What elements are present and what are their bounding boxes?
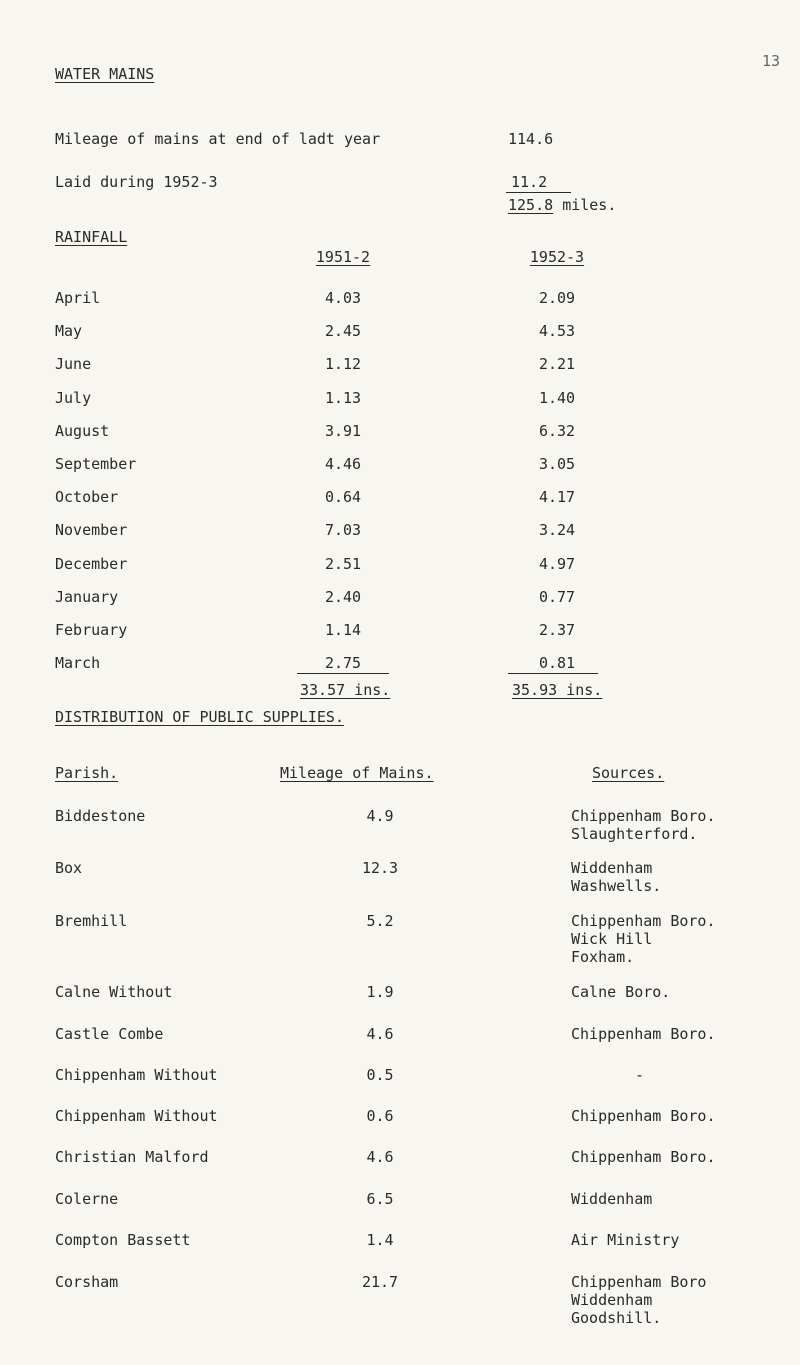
rainfall-total-1952: 35.93 ins. <box>512 681 603 699</box>
parish-name: Chippenham Without <box>55 1066 218 1084</box>
rainfall-value-1952: 4.97 <box>538 555 576 573</box>
parish-name: Bremhill <box>55 912 128 930</box>
rainfall-value-1951: 4.03 <box>324 289 362 307</box>
source-line: Chippenham Boro. <box>571 1107 716 1125</box>
rainfall-title: RAINFALL <box>55 228 128 246</box>
rainfall-month: April <box>55 289 101 307</box>
rainfall-value-1952: 2.37 <box>538 621 576 639</box>
rainfall-value-1951: 7.03 <box>324 521 362 539</box>
rainfall-value-1951: 4.46 <box>324 455 362 473</box>
parish-name: Corsham <box>55 1273 119 1291</box>
source-line: Chippenham Boro. <box>571 1025 716 1043</box>
page-number: 13 <box>762 52 781 70</box>
rainfall-value-1952: 0.77 <box>538 588 576 606</box>
source-line: Widdenham <box>571 859 653 877</box>
parish-mileage: 4.6 <box>366 1148 394 1166</box>
source-line: Chippenham Boro. <box>571 912 716 930</box>
rainfall-value-1952: 6.32 <box>538 422 576 440</box>
rainfall-month: August <box>55 422 110 440</box>
parish-sources <box>571 1107 716 1125</box>
col-parish-header: Parish. <box>55 764 119 782</box>
source-line: Calne Boro. <box>571 983 671 1001</box>
source-line: Wick Hill <box>571 930 653 948</box>
parish-name: Box <box>55 859 83 877</box>
rainfall-month: October <box>55 488 119 506</box>
page-title: WATER MAINS <box>55 65 155 83</box>
total-unit: miles. <box>562 196 617 214</box>
rainfall-total-1951: 33.57 ins. <box>300 681 391 699</box>
parish-sources <box>571 859 661 895</box>
rainfall-value-1951: 2.40 <box>324 588 362 606</box>
rainfall-month: July <box>55 389 92 407</box>
parish-name: Biddestone <box>55 807 146 825</box>
source-line: Chippenham Boro <box>571 1273 707 1291</box>
rainfall-month: March <box>55 654 101 672</box>
parish-name: Chippenham Without <box>55 1107 218 1125</box>
source-line: Air Ministry <box>571 1231 680 1249</box>
parish-sources <box>571 912 716 966</box>
col-mileage-header: Mileage of Mains. <box>280 764 434 782</box>
rainfall-month: September <box>55 455 137 473</box>
rainfall-value-1952: 3.05 <box>538 455 576 473</box>
parish-mileage: 5.2 <box>366 912 394 930</box>
rainfall-col-1951: 1951-2 <box>315 248 371 266</box>
mileage-value: 114.6 <box>508 130 554 148</box>
rainfall-rule-1 <box>297 673 389 674</box>
rainfall-value-1952: 1.40 <box>538 389 576 407</box>
source-line: Goodshill. <box>571 1309 662 1327</box>
rainfall-month: January <box>55 588 119 606</box>
parish-sources <box>571 1190 652 1208</box>
rainfall-value-1952: 3.24 <box>538 521 576 539</box>
rainfall-value-1952: 0.81 <box>538 654 576 672</box>
laid-label: Laid during 1952-3 <box>55 173 218 191</box>
source-line: Widdenham <box>571 1190 653 1208</box>
source-line: Chippenham Boro. <box>571 1148 716 1166</box>
parish-sources <box>571 1148 716 1166</box>
parish-mileage: 4.6 <box>366 1025 394 1043</box>
col-sources-header: Sources. <box>592 764 665 782</box>
parish-sources <box>571 983 670 1001</box>
rainfall-month: June <box>55 355 92 373</box>
rainfall-value-1952: 4.17 <box>538 488 576 506</box>
distribution-title: DISTRIBUTION OF PUBLIC SUPPLIES. <box>55 708 344 726</box>
parish-name: Colerne <box>55 1190 119 1208</box>
rainfall-rule-2 <box>508 673 598 674</box>
parish-sources <box>571 1273 706 1327</box>
parish-name: Compton Bassett <box>55 1231 191 1249</box>
parish-sources <box>571 1231 679 1249</box>
parish-mileage: 1.4 <box>366 1231 394 1249</box>
rainfall-value-1951: 2.51 <box>324 555 362 573</box>
source-line: Washwells. <box>571 877 662 895</box>
parish-mileage: 0.5 <box>366 1066 394 1084</box>
laid-rule <box>506 192 571 193</box>
parish-mileage: 21.7 <box>361 1273 399 1291</box>
parish-mileage: 4.9 <box>366 807 394 825</box>
rainfall-value-1951: 2.75 <box>324 654 362 672</box>
rainfall-value-1951: 1.14 <box>324 621 362 639</box>
rainfall-value-1951: 3.91 <box>324 422 362 440</box>
source-line: Slaughterford. <box>571 825 698 843</box>
parish-sources <box>571 1025 716 1043</box>
rainfall-value-1951: 1.13 <box>324 389 362 407</box>
parish-sources <box>571 807 716 843</box>
laid-value: 11.2 <box>511 173 548 191</box>
rainfall-value-1952: 4.53 <box>538 322 576 340</box>
source-line: Widdenham <box>571 1291 653 1309</box>
rainfall-value-1951: 0.64 <box>324 488 362 506</box>
total-value: 125.8 <box>508 196 554 214</box>
parish-mileage: 12.3 <box>361 859 399 877</box>
parish-mileage: 0.6 <box>366 1107 394 1125</box>
source-line: Foxham. <box>571 948 635 966</box>
rainfall-value-1951: 2.45 <box>324 322 362 340</box>
parish-sources <box>635 1066 644 1084</box>
parish-mileage: 6.5 <box>366 1190 394 1208</box>
rainfall-month: November <box>55 521 128 539</box>
source-line: Chippenham Boro. <box>571 807 716 825</box>
rainfall-month: February <box>55 621 128 639</box>
rainfall-value-1952: 2.09 <box>538 289 576 307</box>
mileage-label: Mileage of mains at end of ladt year <box>55 130 381 148</box>
rainfall-month: May <box>55 322 83 340</box>
parish-name: Christian Malford <box>55 1148 209 1166</box>
rainfall-value-1951: 1.12 <box>324 355 362 373</box>
parish-mileage: 1.9 <box>366 983 394 1001</box>
source-line: - <box>635 1066 645 1084</box>
rainfall-col-1952: 1952-3 <box>529 248 585 266</box>
parish-name: Castle Combe <box>55 1025 164 1043</box>
total-miles <box>508 196 616 214</box>
rainfall-month: December <box>55 555 128 573</box>
rainfall-value-1952: 2.21 <box>538 355 576 373</box>
parish-name: Calne Without <box>55 983 173 1001</box>
